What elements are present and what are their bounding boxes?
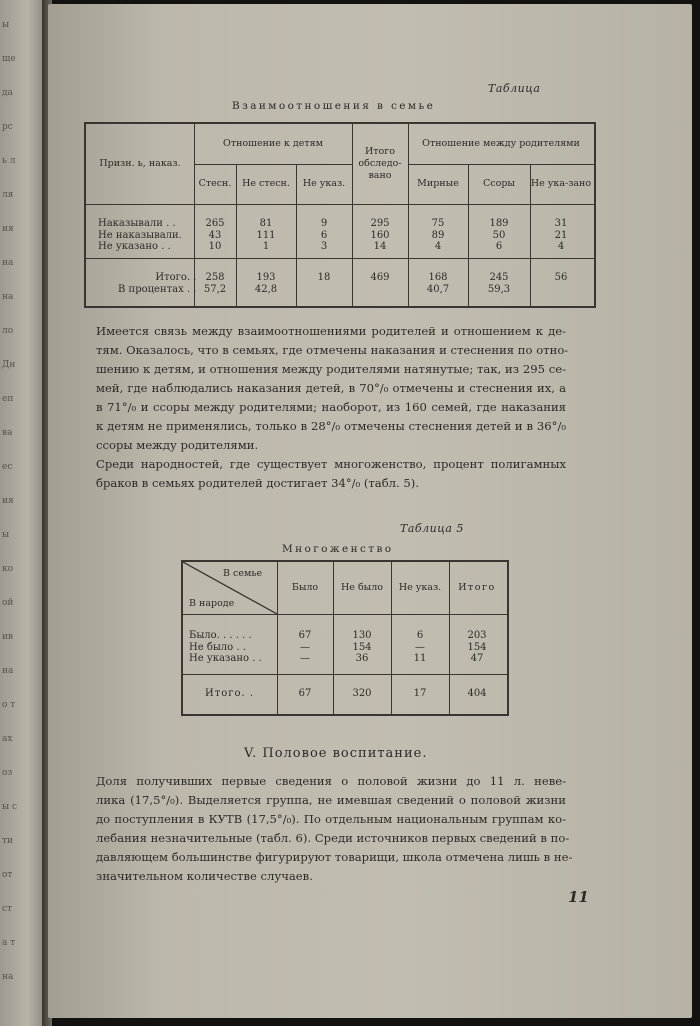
t4-total-labels: Итого. . В процентах . . — [118, 272, 197, 295]
t4-total-ne-ukazano: 56 — [554, 272, 568, 283]
t4-header-stesn: Стесн. — [198, 178, 232, 190]
t5-col-ne-ukaz: 6 — 11 — [413, 630, 427, 664]
t4-total-ne-ukaz: 18 — [317, 272, 331, 283]
left-page-text-fragment: ив — [2, 632, 14, 642]
t4-total-mirnye: 168 40,7 — [426, 272, 450, 295]
t4-header-children: Отношение к детям — [223, 138, 323, 150]
left-page-text-fragment: ло — [2, 326, 14, 336]
t5-col-itogo: 203 154 47 — [467, 630, 487, 664]
left-page-text-fragment: от — [2, 870, 13, 880]
left-page-text-fragment: ст — [2, 904, 13, 914]
text-line: значительном количестве случаев. — [96, 869, 313, 883]
t4-col-ne-ukaz: 9 6 3 — [320, 218, 328, 252]
paragraph-sex-education — [96, 772, 573, 886]
text-line: лебания незначительные (табл. 6). Среди источников первых сведений в по- — [96, 831, 570, 845]
t4-header-ne-ukazano: Не ука-зано — [530, 178, 592, 190]
left-page-text-fragment: ти — [2, 836, 13, 846]
left-page-text-fragment: на — [2, 292, 14, 302]
t4-col-itogo: 295 160 14 — [370, 218, 390, 252]
paragraph-relations — [96, 322, 569, 455]
t5-header-bylo: Было — [291, 582, 319, 594]
t5-total-label: Итого. . — [205, 688, 255, 699]
left-page-text-fragment: ой — [2, 598, 14, 608]
text-line: тям. Оказалось, что в семьях, где отмечены наказания и стеснения по отно- — [96, 343, 569, 357]
t5-header-itogo: Итого — [458, 582, 496, 594]
t5-row-labels: Было. . . . . . Не было . . Не указано . . — [189, 630, 262, 664]
t5-total-bylo: 67 — [298, 688, 312, 699]
t4-col-stesn: 265 43 10 — [205, 218, 225, 252]
t4-header-ssory: Ссоры — [483, 178, 515, 190]
t4-header-row-label: Призн. ь, наказ. — [99, 158, 181, 170]
t4-total-itogo: 469 — [370, 272, 390, 283]
table4-label: Таблица — [488, 82, 541, 95]
table5 — [181, 560, 509, 716]
t4-header-itogo: Итого обследо-вано — [358, 146, 402, 181]
book-page — [48, 4, 692, 1018]
text-line: давляющем большинстве фигурируют товарищи, школа отмечена лишь в не- — [96, 850, 573, 864]
left-page-text-fragment: еп — [2, 394, 14, 404]
t5-diag-bottom-label: В народе — [189, 598, 235, 609]
t4-col-ne-ukazano: 31 21 4 — [554, 218, 568, 252]
t5-total-ne-bylo: 320 — [352, 688, 372, 699]
t5-total-itogo: 404 — [467, 688, 487, 699]
left-page-text-fragment: ы — [2, 20, 10, 30]
t5-col-ne-bylo: 130 154 36 — [352, 630, 372, 664]
text-line: лика (17,5°/₀). Выделяется группа, не имевшая сведений о половой жизни — [96, 793, 566, 807]
text-line: Имеется связь между взаимоотношениями родителей и отношением к де- — [96, 324, 566, 338]
left-page-text-fragment: ы — [2, 530, 10, 540]
t4-total-stesn: 258 57,2 — [203, 272, 227, 295]
left-page-text-fragment: рс — [2, 122, 13, 132]
left-page-text-fragment: а т — [2, 938, 16, 948]
t4-row-labels: Наказывали . . Не наказывали. Не указано . . — [98, 218, 182, 252]
t5-col-bylo: 67 — — — [298, 630, 312, 664]
t4-total-ne-stesn: 193 42,8 — [254, 272, 278, 295]
text-line: в 71°/₀ и ссоры между родителями; наоборот, из 160 семей, где наказания — [96, 400, 566, 414]
left-page-text-fragment: ес — [2, 462, 13, 472]
text-line: браков в семьях родителей достигает 34°/₀ (табл. 5). — [96, 476, 420, 490]
table4-title: Взаимоотношения в семье — [232, 100, 436, 112]
left-page-text-fragment: на — [2, 972, 14, 982]
t4-header-ne-stesn: Не стесн. — [242, 178, 290, 190]
text-line: Доля получивших первые сведения о половой жизни до 11 л. неве- — [96, 774, 566, 788]
left-page-text-fragment: ва — [2, 428, 13, 438]
left-page-text-fragment: на — [2, 258, 14, 268]
t4-header-mirnye: Мирные — [417, 178, 459, 190]
table4 — [84, 122, 596, 308]
text-line: мей, где наблюдались наказания детей, в 70°/₀ отмечены и стеснения их, а — [96, 381, 566, 395]
left-page-text-fragment: ы с — [2, 802, 18, 812]
left-page-text-fragment: ах — [2, 734, 13, 744]
left-page-text-fragment: оз — [2, 768, 13, 778]
left-page-text-fragment: ия — [2, 496, 14, 506]
left-page-text-fragment: о т — [2, 700, 16, 710]
adjacent-page-edge — [0, 0, 46, 1026]
text-line: до поступления в КУТВ (17,5°/₀). По отдельным национальным группам ко- — [96, 812, 566, 826]
t4-col-mirnye: 75 89 4 — [431, 218, 445, 252]
left-page-text-fragment: ще — [2, 54, 16, 64]
left-page-text-fragment: да — [2, 88, 13, 98]
left-page-text-fragment: на — [2, 666, 14, 676]
t4-col-ssory: 189 50 6 — [489, 218, 509, 252]
table5-label: Таблица 5 — [400, 522, 464, 535]
text-line: Среди народностей, где существует многоженство, процент полигамных — [96, 457, 566, 471]
t4-header-parents: Отношение между родителями — [422, 138, 580, 150]
text-line: шению к детям, и отношения между родителями натянутые; так, из 295 се- — [96, 362, 566, 376]
t5-header-ne-ukaz: Не указ. — [398, 582, 442, 594]
t5-diag-top-label: В семье — [223, 568, 263, 579]
left-page-text-fragment: ко — [2, 564, 14, 574]
page-number: 11 — [568, 888, 589, 906]
text-line: к детям не применялись, только в 28°/₀ отмечены стеснения детей и в 36°/₀ — [96, 419, 566, 433]
text-line: ссоры между родителями. — [96, 438, 259, 452]
t5-header-ne-bylo: Не было — [341, 582, 383, 594]
t4-header-ne-ukaz: Не указ. — [302, 178, 346, 190]
table5-title: Многоженство — [282, 543, 394, 555]
section-title: V. Половое воспитание. — [244, 746, 428, 761]
t4-total-ssory: 245 59,3 — [487, 272, 511, 295]
left-page-text-fragment: ля — [2, 190, 14, 200]
left-page-text-fragment: Дн — [2, 360, 16, 370]
left-page-text-fragment: ия — [2, 224, 14, 234]
paragraph-polygamy — [96, 455, 566, 493]
left-page-text-fragment: ь л — [2, 156, 16, 166]
t5-total-ne-ukaz: 17 — [413, 688, 427, 699]
t4-col-ne-stesn: 81 111 1 — [256, 218, 276, 252]
